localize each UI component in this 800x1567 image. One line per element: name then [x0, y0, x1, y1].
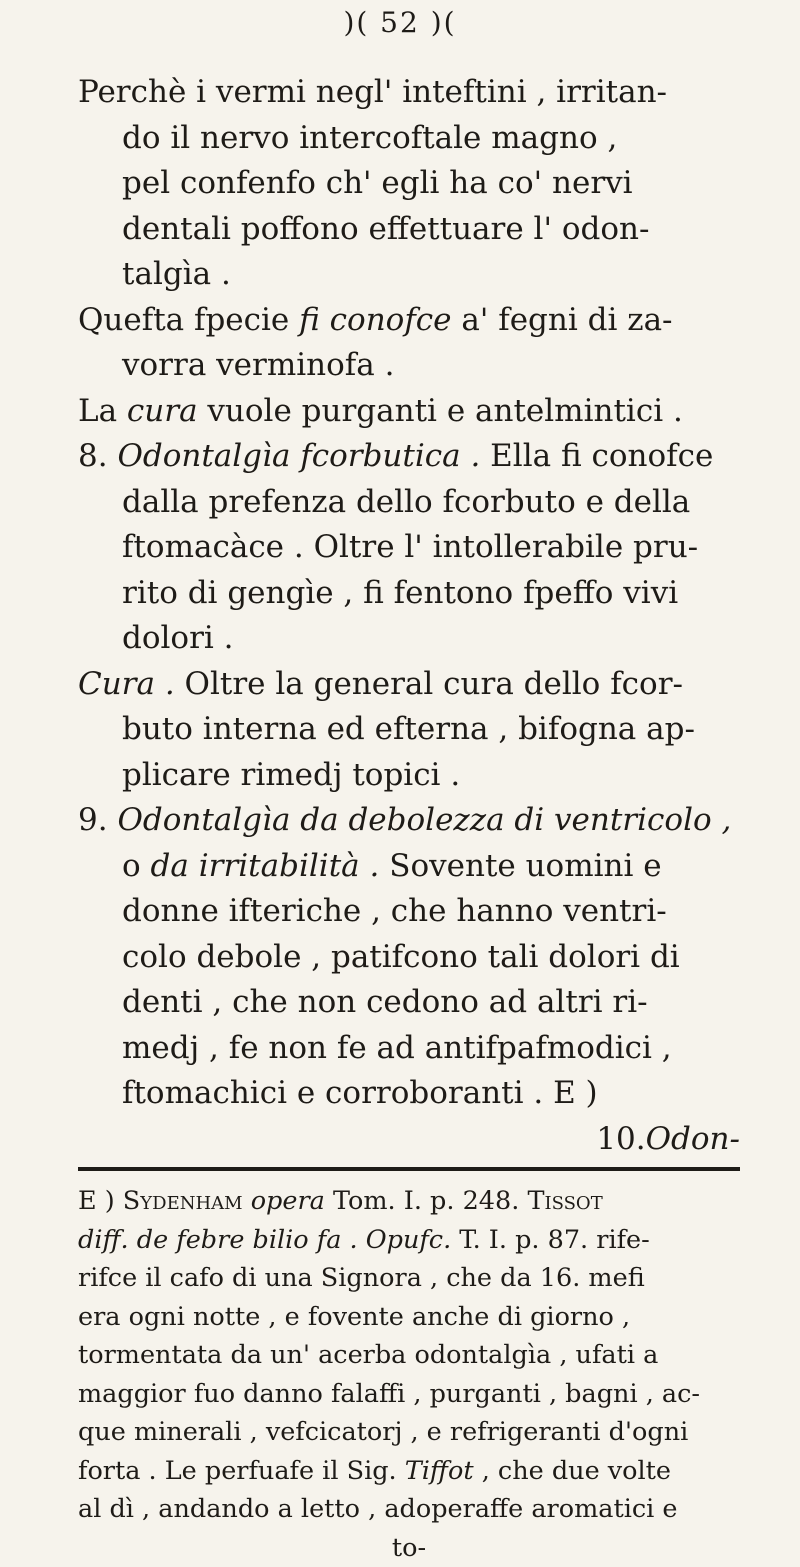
text-run: vuole purganti e antelmintici . [198, 393, 683, 429]
footnote [78, 1182, 740, 1567]
section-number: 9. [78, 802, 108, 838]
footnote-line: que minerali , vefcicatorj , e refrigeranti d'ogni [78, 1413, 740, 1452]
text-line: plicare rimedj topici . [78, 757, 460, 793]
paragraph-species [78, 298, 740, 389]
text-run: Oltre la general cura dello fcor- [175, 666, 683, 702]
cura-paragraph [78, 662, 740, 799]
text-run: T. I. p. 87. rife- [451, 1225, 650, 1255]
text-run: La [78, 393, 127, 429]
footnote-mark: E ) [78, 1186, 115, 1216]
italic-run: Tiffot [405, 1456, 474, 1486]
text-line: do il nervo intercoftale magno , [78, 120, 617, 156]
footnote-line: al dì , andando a letto , adoperaffe aromatici e [78, 1490, 740, 1529]
footnote-line [78, 1221, 740, 1260]
page-number: )( 52 )( [0, 6, 800, 39]
section-number: 8. [78, 438, 108, 474]
footnote-line: rifce il cafo di una Signora , che da 16. mefi [78, 1259, 740, 1298]
catchword-number: 10. [596, 1121, 645, 1157]
footnote-line: era ogni notte , e fovente anche di giorno , [78, 1298, 740, 1337]
italic-run: da irritabilità . [151, 848, 380, 884]
text-run: forta . Le perfuafe il Sig. [78, 1456, 405, 1486]
text-run: o [78, 848, 151, 884]
text-line: ftomachici e corroboranti . E ) [78, 1075, 598, 1111]
paragraph-worms [78, 70, 740, 298]
text-line: ftomacàce . Oltre l' intollerabile pru- [78, 529, 698, 565]
footnote-line: maggior fuo danno falaffi , purganti , bagni , ac- [78, 1375, 740, 1414]
section-title: Odontalgìa da debolezza di ventricolo , [117, 802, 731, 838]
text-line: dalla prefenza dello fcorbuto e della [78, 484, 690, 520]
text-line: dentali poffono effettuare l' odon- [78, 211, 649, 247]
text-run: Quefta fpecie [78, 302, 299, 338]
section-9 [78, 798, 740, 1117]
paragraph-cure [78, 389, 740, 435]
text-line: donne ifteriche , che hanno ventri- [78, 893, 667, 929]
footnote-rule [78, 1167, 740, 1171]
main-text [78, 70, 740, 1162]
text-line: colo debole , patifcono tali dolori di [78, 939, 680, 975]
text-line: dolori . [78, 620, 234, 656]
footnote-work: opera [251, 1186, 325, 1216]
catchword-word: Odon- [646, 1121, 740, 1157]
italic-run: cura [127, 393, 198, 429]
footnote-line [78, 1452, 740, 1491]
footnote-ref: Tom. I. p. 248. [325, 1186, 528, 1216]
section-title: Odontalgìa fcorbutica . [117, 438, 480, 474]
text-line: Perchè i vermi negl' inteftini , irritan- [78, 74, 667, 110]
cura-label: Cura . [78, 666, 175, 702]
section-8 [78, 434, 740, 662]
text-run: a' fegni di za- [452, 302, 673, 338]
text-run: Ella fi conofce [480, 438, 713, 474]
footnote-line [78, 1182, 740, 1221]
text-run: , che due volte [474, 1456, 671, 1486]
text-line: denti , che non cedono ad altri ri- [78, 984, 648, 1020]
text-line: medj , fe non fe ad antifpafmodici , [78, 1030, 672, 1066]
footnote-author: Tissot [527, 1186, 602, 1216]
footnote-work: diff. de febre bilio fa . Opufc. [78, 1225, 451, 1255]
italic-run: fi conofce [299, 302, 451, 338]
text-line: talgìa . [78, 256, 231, 292]
footnote-line: tormentata da un' acerba odontalgìa , ufati a [78, 1336, 740, 1375]
text-line: pel confenfo ch' egli ha co' nervi [78, 165, 633, 201]
catchword [78, 1117, 740, 1163]
text-line: buto interna ed efterna , bifogna ap- [78, 711, 695, 747]
text-line: vorra verminofa . [78, 347, 394, 383]
text-run: Sovente uomini e [379, 848, 661, 884]
footnote-author: Sydenham [123, 1186, 243, 1216]
text-line: rito di gengìe , fi fentono fpeffo vivi [78, 575, 678, 611]
footnote-line: to- [78, 1529, 740, 1567]
